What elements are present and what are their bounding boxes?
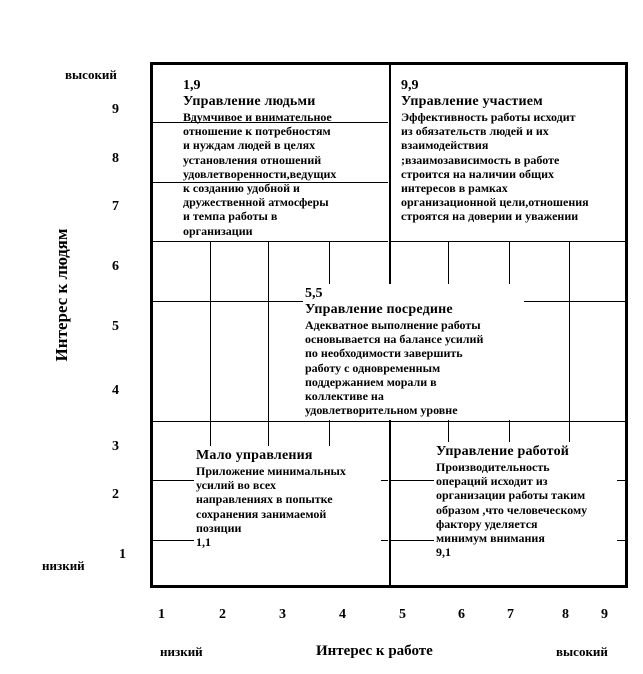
style-description-line: усилий во всех xyxy=(196,478,277,493)
style-title: Управление людьми xyxy=(183,94,316,109)
x-tick-4: 4 xyxy=(339,607,346,622)
style-description-line: и темпа работы в xyxy=(183,209,278,224)
x-axis-high-label: высокий xyxy=(556,644,608,659)
y-tick-7: 7 xyxy=(112,199,119,214)
y-axis-title: Интерес к людям xyxy=(52,228,71,362)
style-description-line: по необходимости завершить xyxy=(305,346,463,361)
style-description-line: отношение к потребностям xyxy=(183,124,331,139)
y-tick-2: 2 xyxy=(112,487,119,502)
style-title: Управление посредине xyxy=(305,302,453,317)
style-description-line: сохранения занимаемой xyxy=(196,506,327,521)
style-middle-of-road xyxy=(303,284,524,420)
x-tick-6: 6 xyxy=(458,607,465,622)
style-description-line: поддержанием морали в xyxy=(305,374,437,389)
style-description-line: минимум внимания xyxy=(436,531,545,546)
style-score: 5,5 xyxy=(305,286,323,301)
x-tick-2: 2 xyxy=(219,607,226,622)
grid-line xyxy=(390,241,625,242)
y-tick-1: 1 xyxy=(119,547,126,562)
x-axis-low-label: низкий xyxy=(160,644,203,659)
style-country-club xyxy=(183,78,387,238)
style-score: 1,1 xyxy=(196,535,211,550)
y-tick-4: 4 xyxy=(112,383,119,398)
y-tick-5: 5 xyxy=(112,319,119,334)
style-description-line: удовлетворенности,ведущих xyxy=(183,166,337,181)
grid-line xyxy=(268,241,269,481)
style-score: 9,1 xyxy=(436,545,451,560)
style-description-line: Производительность xyxy=(436,460,550,474)
style-description-line: к созданию удобной и xyxy=(183,181,300,196)
style-description-line: Приложение минимальных xyxy=(196,464,346,478)
style-title: Управление работой xyxy=(436,444,570,459)
style-description-line: и нуждам людей в целях xyxy=(183,138,316,153)
style-task xyxy=(434,442,617,562)
style-description-line: Эффективность работы исходит xyxy=(401,110,576,124)
style-score: 1,9 xyxy=(183,78,201,93)
style-description-line: взаимодействия xyxy=(401,138,489,153)
style-score: 9,9 xyxy=(401,78,419,93)
style-description-line: фактору уделяется xyxy=(436,516,538,531)
y-tick-6: 6 xyxy=(112,259,119,274)
style-description-line: коллективе на xyxy=(305,389,384,404)
y-tick-9: 9 xyxy=(112,102,119,117)
style-impoverished xyxy=(194,446,381,552)
style-description-line: установления отношений xyxy=(183,152,322,167)
style-description-line: организации xyxy=(183,223,253,238)
style-description-line: направлениях в попытке xyxy=(196,492,333,507)
x-tick-7: 7 xyxy=(507,607,514,622)
style-description-line: интересов в рамках xyxy=(401,181,508,196)
style-description-line: Адекватное выполнение работы xyxy=(305,318,481,332)
y-tick-8: 8 xyxy=(112,151,119,166)
style-title: Мало управления xyxy=(196,448,313,463)
y-tick-3: 3 xyxy=(112,439,119,454)
grid-line xyxy=(210,241,211,481)
x-axis-title: Интерес к работе xyxy=(316,643,433,659)
style-description-line: организационной цели,отношения xyxy=(401,195,589,210)
style-title: Управление участием xyxy=(401,94,543,109)
style-description-line: организации работы таким xyxy=(436,488,586,503)
style-description-line: удовлетворительном уровне xyxy=(305,403,458,418)
style-team xyxy=(401,78,623,224)
x-tick-5: 5 xyxy=(399,607,406,622)
x-tick-3: 3 xyxy=(279,607,286,622)
style-description-line: основывается на балансе усилий xyxy=(305,332,484,347)
style-description-line: Вдумчивое и внимательное xyxy=(183,110,332,124)
style-description-line: строятся на доверии и уважении xyxy=(401,209,579,224)
style-description-line: строится на наличии общих xyxy=(401,166,555,181)
y-axis-low-label: низкий xyxy=(42,558,85,573)
y-axis-high-label: высокий xyxy=(65,67,117,82)
style-description-line: работу с одновременным xyxy=(305,360,441,375)
style-description-line: операций исходит из xyxy=(436,474,548,489)
x-tick-1: 1 xyxy=(158,607,165,622)
x-tick-8: 8 xyxy=(562,607,569,622)
style-description-line: ;взаимозависимость в работе xyxy=(401,152,560,167)
grid-line xyxy=(153,241,388,242)
x-tick-9: 9 xyxy=(601,607,608,622)
style-description-line: из обязательств людей и их xyxy=(401,124,549,139)
style-description-line: позиции xyxy=(196,520,242,535)
style-description-line: дружественной атмосферы xyxy=(183,195,329,210)
style-description-line: образом ,что человеческому xyxy=(436,502,588,517)
